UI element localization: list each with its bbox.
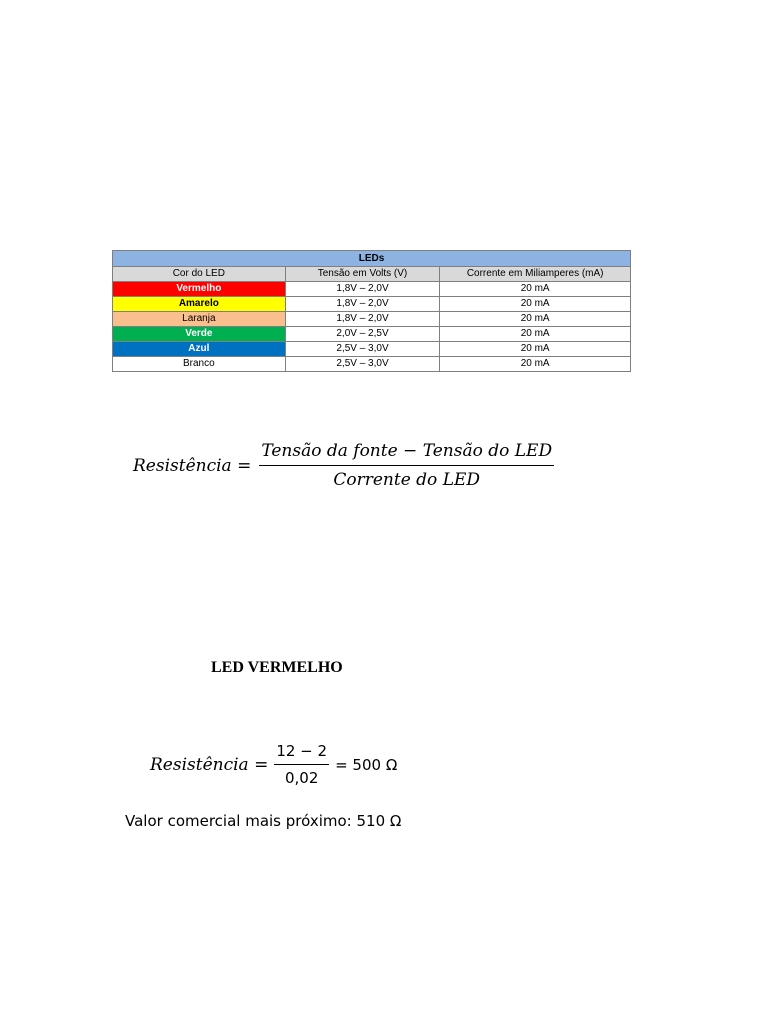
current-cell: 20 mA xyxy=(440,342,631,357)
formula-lhs: Resistência = xyxy=(133,455,252,476)
led-color-cell: Verde xyxy=(113,327,286,342)
calc-result: = 500 Ω xyxy=(335,755,398,774)
resistance-formula xyxy=(133,441,554,490)
section-heading: LED VERMELHO xyxy=(211,659,343,676)
table-row xyxy=(113,312,631,327)
table-row xyxy=(113,282,631,297)
current-cell: 20 mA xyxy=(440,327,631,342)
voltage-cell: 2,5V – 3,0V xyxy=(285,342,440,357)
current-cell: 20 mA xyxy=(440,357,631,372)
table-title: LEDs xyxy=(113,251,631,267)
current-cell: 20 mA xyxy=(440,282,631,297)
calc-numerator: 12 − 2 xyxy=(276,742,328,760)
voltage-cell: 2,5V – 3,0V xyxy=(285,357,440,372)
voltage-cell: 1,8V – 2,0V xyxy=(285,297,440,312)
table-title-row xyxy=(113,251,631,267)
led-color-cell: Laranja xyxy=(113,312,286,327)
column-header-current: Corrente em Miliamperes (mA) xyxy=(440,267,631,282)
table-header-row xyxy=(113,267,631,282)
led-color-cell: Vermelho xyxy=(113,282,286,297)
calc-lhs: Resistência = xyxy=(150,754,269,775)
table-row xyxy=(113,327,631,342)
led-color-cell: Amarelo xyxy=(113,297,286,312)
formula-fraction xyxy=(259,441,554,490)
table-row xyxy=(113,297,631,312)
voltage-cell: 1,8V – 2,0V xyxy=(285,282,440,297)
current-cell: 20 mA xyxy=(440,297,631,312)
formula-denominator: Corrente do LED xyxy=(333,470,481,490)
led-color-cell: Azul xyxy=(113,342,286,357)
column-header-voltage: Tensão em Volts (V) xyxy=(285,267,440,282)
voltage-cell: 2,0V – 2,5V xyxy=(285,327,440,342)
calc-fraction xyxy=(274,742,329,787)
table-row xyxy=(113,342,631,357)
current-cell: 20 mA xyxy=(440,312,631,327)
led-color-cell: Branco xyxy=(113,357,286,372)
commercial-value-note: Valor comercial mais próximo: 510 Ω xyxy=(125,812,402,830)
column-header-color: Cor do LED xyxy=(113,267,286,282)
voltage-cell: 1,8V – 2,0V xyxy=(285,312,440,327)
formula-numerator: Tensão da fonte − Tensão do LED xyxy=(261,441,553,461)
red-led-calculation xyxy=(150,742,397,787)
calc-denominator: 0,02 xyxy=(285,769,319,787)
led-table xyxy=(112,250,631,372)
table-row xyxy=(113,357,631,372)
